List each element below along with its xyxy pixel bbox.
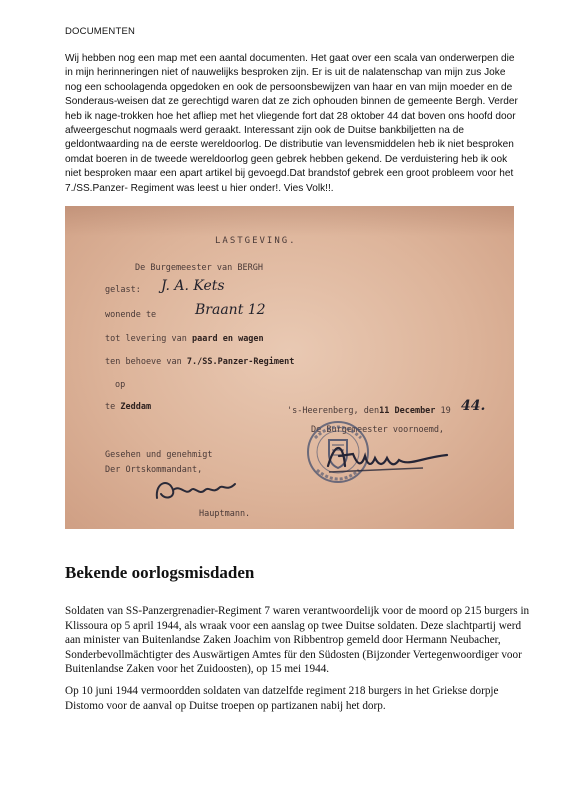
document-label-behalf: ten behoeve van 7./SS.Panzer-Regiment [105, 357, 295, 367]
document-seen-line: Gesehen und genehmigt [105, 450, 213, 460]
document-commander-line: Der Ortskommandant, [105, 465, 203, 475]
place-value: Zeddam [120, 402, 152, 412]
handwritten-address: Braant 12 [195, 302, 266, 318]
document-date-line: 's-Heerenberg, den11 December 19 [287, 406, 451, 416]
war-crimes-paragraph-1: Soldaten van SS-Panzergrenadier-Regiment 7 waren verantwoordelijk voor de moord op 215 burgers in Klissoura op 5 april 1944, als wraak voor een aanslag op twee Duitse soldaten. Deze slachtpartij werd aan minister van Buitenlandse Zaken Joachim von Ribbentrop gemeld door Hermann Neubacher, Sonderbevollmächtigter des Auswärtigen Amtes für den Südosten (Bijzonder Vertegenwoordiger voor Buitenlandse Zaken voor het Zuidoosten), op 15 mei 1944. [65, 605, 530, 676]
page-heading: DOCUMENTEN [65, 26, 136, 37]
handwritten-year: 44. [461, 398, 486, 414]
commander-signature-icon [151, 472, 241, 506]
document-label-ordered: gelast: [105, 285, 141, 295]
regiment-value: 7./SS.Panzer-Regiment [186, 357, 295, 367]
document-mayor-signoff: De Burgemeester voornoemd, [311, 425, 445, 435]
intro-paragraph: Wij hebben nog een map met een aantal documenten. Het gaat over een scala van onderwerpen die in mijn herinneringen niet of nauwelijks besproken zijn. Er is uit de nalatenschap van mijn zus Joke nog een schoolagenda opgedoken en ook de persoonsbewijzen van haar en van mijn moeder en de Sonderaus-weisen dat ze gerechtigd waren dat ze zich ophouden binnen de gemeente Bergh. Verder heb ik nage-trokken hoe het afliep met het vliegende fort dat 28 oktober 44 dat boven ons hoofd door afweergeschut nogmaals werd geraakt. Interessant zijn ook de Duitse bankbiljetten na de geldontwaarding na de eerste wereldoorlog. De distributie van levensmiddelen heb ik niet besproken omdat boeren in de tweede wereldoorlog geen gebrek hebben gekend. De verduistering heb ik ook niet besproken maar een apart artikel bij gevoegd.Dat brandstof gebrek een groot probleem voor het 7./SS.Panzer- Regiment was leest u hier onder!. Vies Volk!!. [65, 53, 518, 194]
paper-stain [65, 206, 514, 236]
document-label-delivery: tot levering van paard en wagen [105, 334, 264, 344]
document-photo [65, 206, 514, 529]
handwritten-name: J. A. Kets [161, 278, 225, 294]
document-line-mayor: De Burgemeester van BERGH [135, 263, 263, 273]
document-label-on: op [115, 380, 126, 390]
document-title: LASTGEVING. [215, 236, 297, 246]
section-title: Bekende oorlogsmisdaden [65, 563, 255, 582]
delivery-value: paard en wagen [192, 334, 264, 344]
document-label-residence: wonende te [105, 310, 157, 320]
date-value: 11 December [379, 406, 436, 416]
war-crimes-paragraph-2: Op 10 juni 1944 vermoordden soldaten van datzelfde regiment 218 burgers in het Griekse dorpje Distomo voor de aanval op Duitse troepen op partizanen nabij het dorp. [65, 685, 499, 712]
mayor-signature-icon [323, 438, 453, 478]
document-rank: Hauptmann. [199, 509, 251, 519]
document-label-at: te Zeddam [105, 402, 152, 412]
